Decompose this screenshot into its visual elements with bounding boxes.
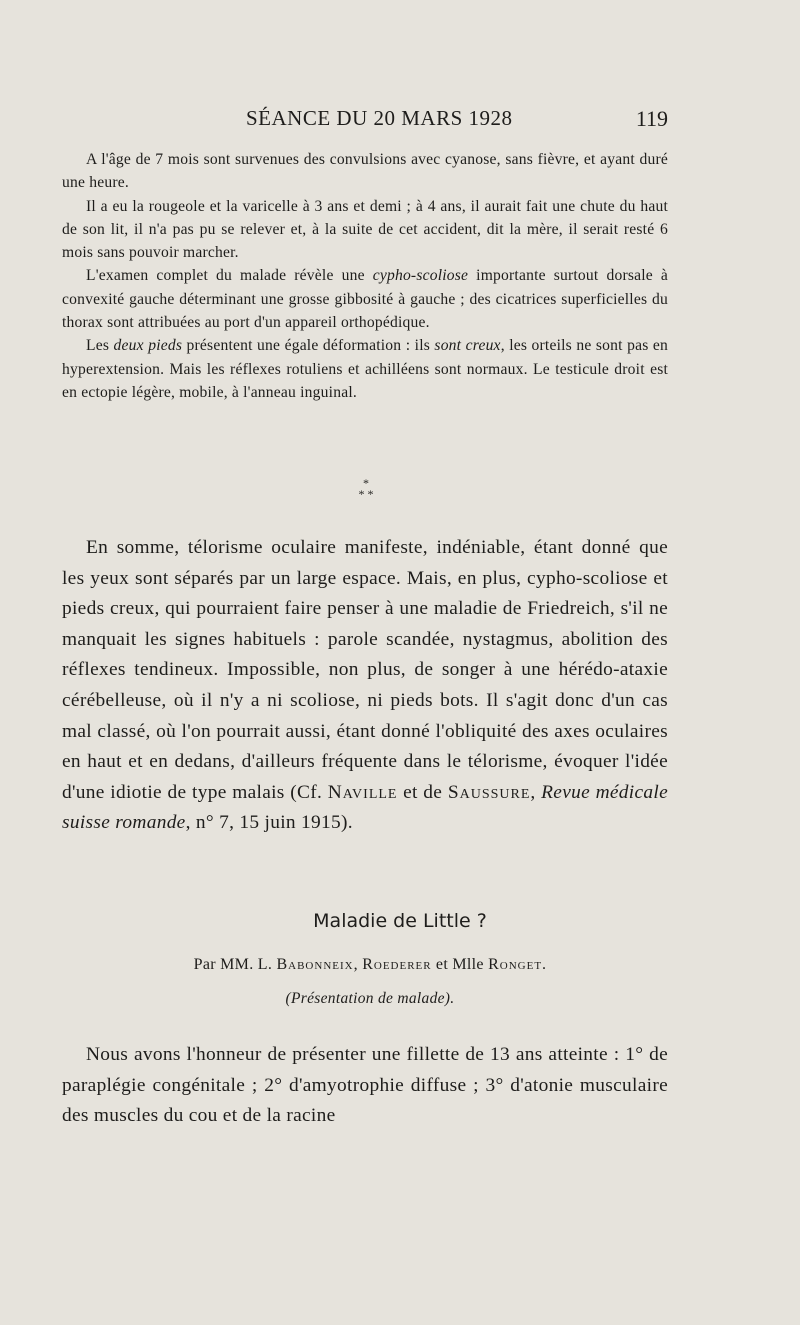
text-run: , [353, 956, 363, 973]
journal-title: Revue médicale suisse romande [62, 781, 668, 834]
cited-author: Naville [327, 781, 398, 803]
text-run: , les orteils ne sont pas en hyperextension. Mais les réflexes rotuliens et achilléens sont normaux. Le testicule droit est en ectopie légère, mobile, à l'anneau inguinal. [62, 337, 669, 401]
conclusion [62, 533, 668, 839]
author-name: Ronget [488, 956, 543, 973]
author-name: Babonneix [276, 956, 354, 973]
text-run: , n° 7, 15 juin 1915). [185, 812, 353, 834]
page-header [62, 104, 668, 134]
page-number: 119 [635, 106, 668, 131]
paragraph: Nous avons l'honneur de présenter une fillette de 13 ans atteinte : 1° de paraplégie congénitale ; 2° d'amyotrophie diffuse ; 3° d'atonie musculaire des muscles du cou et de la racine [62, 1044, 668, 1127]
text-run: . [542, 956, 547, 973]
case-report [62, 148, 668, 404]
section-authors [0, 956, 740, 974]
paragraph: Il a eu la rougeole et la varicelle à 3 ans et demi ; à 4 ans, il aurait fait une chute du haut de son lit, il n'a pas pu se relever et, à la suite de cet accident, dit la mère, il serait resté 6 mois sans pouvoir marcher. [62, 197, 668, 262]
running-title: SÉANCE DU 20 MARS 1928 [246, 106, 513, 130]
section-separator [346, 478, 386, 500]
text-run: En somme, télorisme oculaire manifeste, indéniable, étant donné que les yeux sont séparés par un large espace. Mais, en plus, cypho-scoliose et pieds creux, qui pourraient faire penser à une maladie de Friedreich, s'il ne manquait les signes habituels : parole scandée, nystagmus, abolition des réflexes tendineux. Impossible, non plus, de songer à une hérédo-ataxie cérébelleuse, où il n'y a ni scoliose, ni pieds bots. Il s'agit donc d'un cas mal classé, où l'on pourrait aussi, étant donné l'obliquité des axes oculaires en haut et en dedans, d'ailleurs fréquente dans le télorisme, évoquer l'idée d'une idiotie de type malais (Cf. [62, 537, 668, 803]
italic-term: deux pieds [113, 337, 183, 355]
separator-star-top: * [363, 476, 369, 490]
separator-stars-bottom: * * [358, 487, 374, 501]
text-run: importante surtout dorsale à convexité gauche déterminant une grosse gibbosité à gauche ; des cicatrices superficielles du thorax sont attribuées au port d'un appareil orthopédique. [62, 267, 669, 332]
paragraph-feet [62, 334, 668, 404]
text-run: et Mlle [431, 956, 489, 973]
text-run: et de [397, 781, 448, 803]
italic-term: sont creux [434, 337, 501, 355]
text-run: présentent une égale déformation : ils [182, 337, 435, 355]
text-run: , [530, 781, 542, 803]
italic-term: cypho-scoliose [372, 267, 469, 285]
author-name: Roederer [362, 956, 432, 973]
conclusion-paragraph [62, 533, 668, 839]
paragraph-exam [62, 264, 668, 334]
paragraph: A l'âge de 7 mois sont survenues des convulsions avec cyanose, sans fièvre, et ayant duré une heure. [62, 151, 668, 192]
presentation-note: (Présentation de malade). [285, 990, 455, 1007]
text-run: L'examen complet du malade révèle une [86, 267, 373, 285]
opening-paragraph [62, 1040, 668, 1132]
cited-author: Saussure [447, 781, 531, 803]
section-title: Maladie de Little ? [313, 910, 487, 932]
text-run: Les [86, 337, 114, 355]
text-run: Par MM. L. [193, 956, 277, 973]
